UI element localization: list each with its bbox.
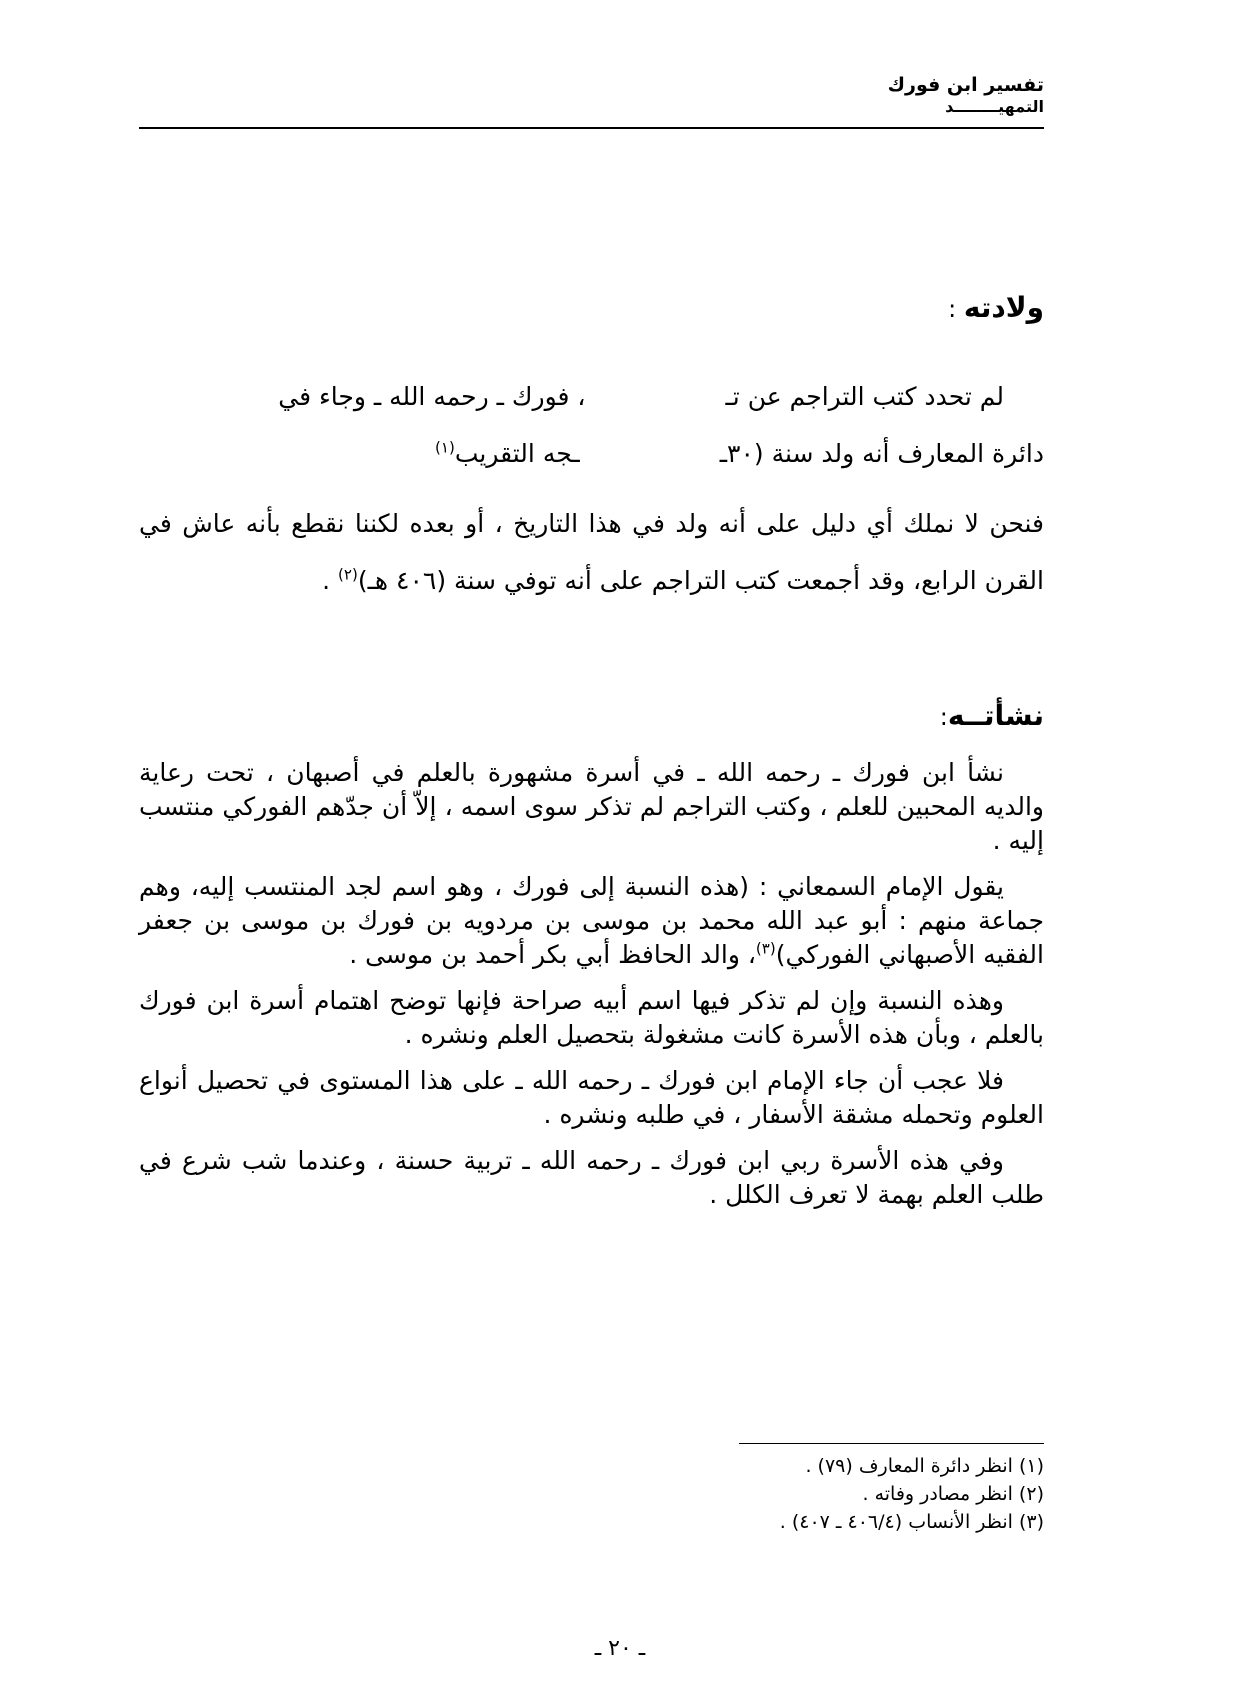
upbringing-paragraphs (139, 756, 1044, 1224)
paragraph (139, 495, 1044, 609)
paragraph: وفي هذه الأسرة ربي ابن فورك ـ رحمه الله ـ تربية حسنة ، وعندما شب شرع في طلب العلم بهمة لا تعرف الكلل . (139, 1146, 1044, 1209)
paragraph: فلا عجب أن جاء الإمام ابن فورك ـ رحمه الله ـ على هذا المستوى في تحصيل أنواع العلوم وتحمله مشقة الأسفار ، في طلبه ونشره . (139, 1066, 1044, 1129)
paragraph-tail: ، والد الحافظ أبي بكر أحمد بن موسى . (349, 940, 756, 969)
page-number: ـ ٢٠ ـ (594, 1636, 646, 1661)
section-heading-upbringing (139, 698, 1044, 735)
section-birth (139, 290, 1044, 327)
footnote: (١) انظر دائرة المعارف (٧٩) . (805, 1455, 1044, 1477)
text-fragment: دائرة المعارف أنه ولد سنة (٣٠ـ (719, 439, 1044, 468)
footnotes (139, 1452, 1044, 1536)
paragraph-tail: . (322, 566, 339, 595)
paragraph (139, 870, 1044, 972)
text-fragment: لم تحدد كتب التراجم عن تـ (725, 382, 1004, 411)
paragraph-text: فنحن لا نملك أي دليل على أنه ولد في هذا التاريخ ، أو بعده لكننا نقطع بأنه عاش في القرن الرابع، وقد أجمعت كتب التراجم على أنه توفي سنة (٤٠٦ هـ) (139, 509, 1044, 595)
running-header (139, 72, 1044, 116)
footnote-marker[interactable]: (٢) (338, 565, 358, 584)
paragraph-line (139, 425, 1044, 482)
paragraph: وهذه النسبة وإن لم تذكر فيها اسم أبيه صراحة فإنها توضح اهتمام أسرة ابن فورك بالعلم ، وبأن هذه الأسرة كانت مشغولة بتحصيل العلم ونشره . (139, 986, 1044, 1049)
section-heading-birth-colon: : (948, 295, 964, 323)
section-heading-upbringing-colon: : (939, 703, 948, 731)
header-rule (139, 127, 1044, 129)
section-heading-birth (139, 290, 1044, 327)
footnote: (٣) انظر الأنساب (٤٠٦/٤ ـ ٤٠٧) . (779, 1511, 1044, 1533)
footnote: (٢) انظر مصادر وفاته . (862, 1483, 1044, 1505)
section-upbringing (139, 698, 1044, 735)
paragraph: نشأ ابن فورك ـ رحمه الله ـ في أسرة مشهورة بالعلم في أصبهان ، تحت رعاية والديه المحبين للعلم ، وكتب التراجم لم تذكر سوى اسمه ، إلاّ أن جدّهم الفوركي منتسب إليه . (139, 758, 1044, 855)
section-heading-birth-text: ولادته (963, 291, 1044, 324)
birth-paragraph-2 (139, 495, 1044, 609)
footnote-marker[interactable]: (٣) (755, 939, 776, 958)
paragraph-line (139, 368, 1044, 425)
birth-paragraph-1 (139, 368, 1044, 482)
text-fragment: ـجه التقريب (454, 439, 580, 468)
text-fragment: ، فورك ـ رحمه الله ـ وجاء في (278, 382, 586, 411)
footnote-separator (739, 1443, 1044, 1444)
paragraph-text: يقول الإمام السمعاني : (هذه النسبة إلى فورك ، وهو اسم لجد المنتسب إليه، وهم جماعة منهم : أبو عبد الله محمد بن موسى بن مردويه بن فورك بن موسى بن جعفر الفقيه الأصبهاني الفوركي) (139, 872, 1044, 969)
chapter-title: التمهيــــــــد (945, 97, 1044, 116)
footnote-marker[interactable]: (١) (435, 438, 455, 457)
book-title: تفسير ابن فورك (887, 74, 1044, 96)
section-heading-upbringing-text: نشأتــه (947, 699, 1044, 732)
